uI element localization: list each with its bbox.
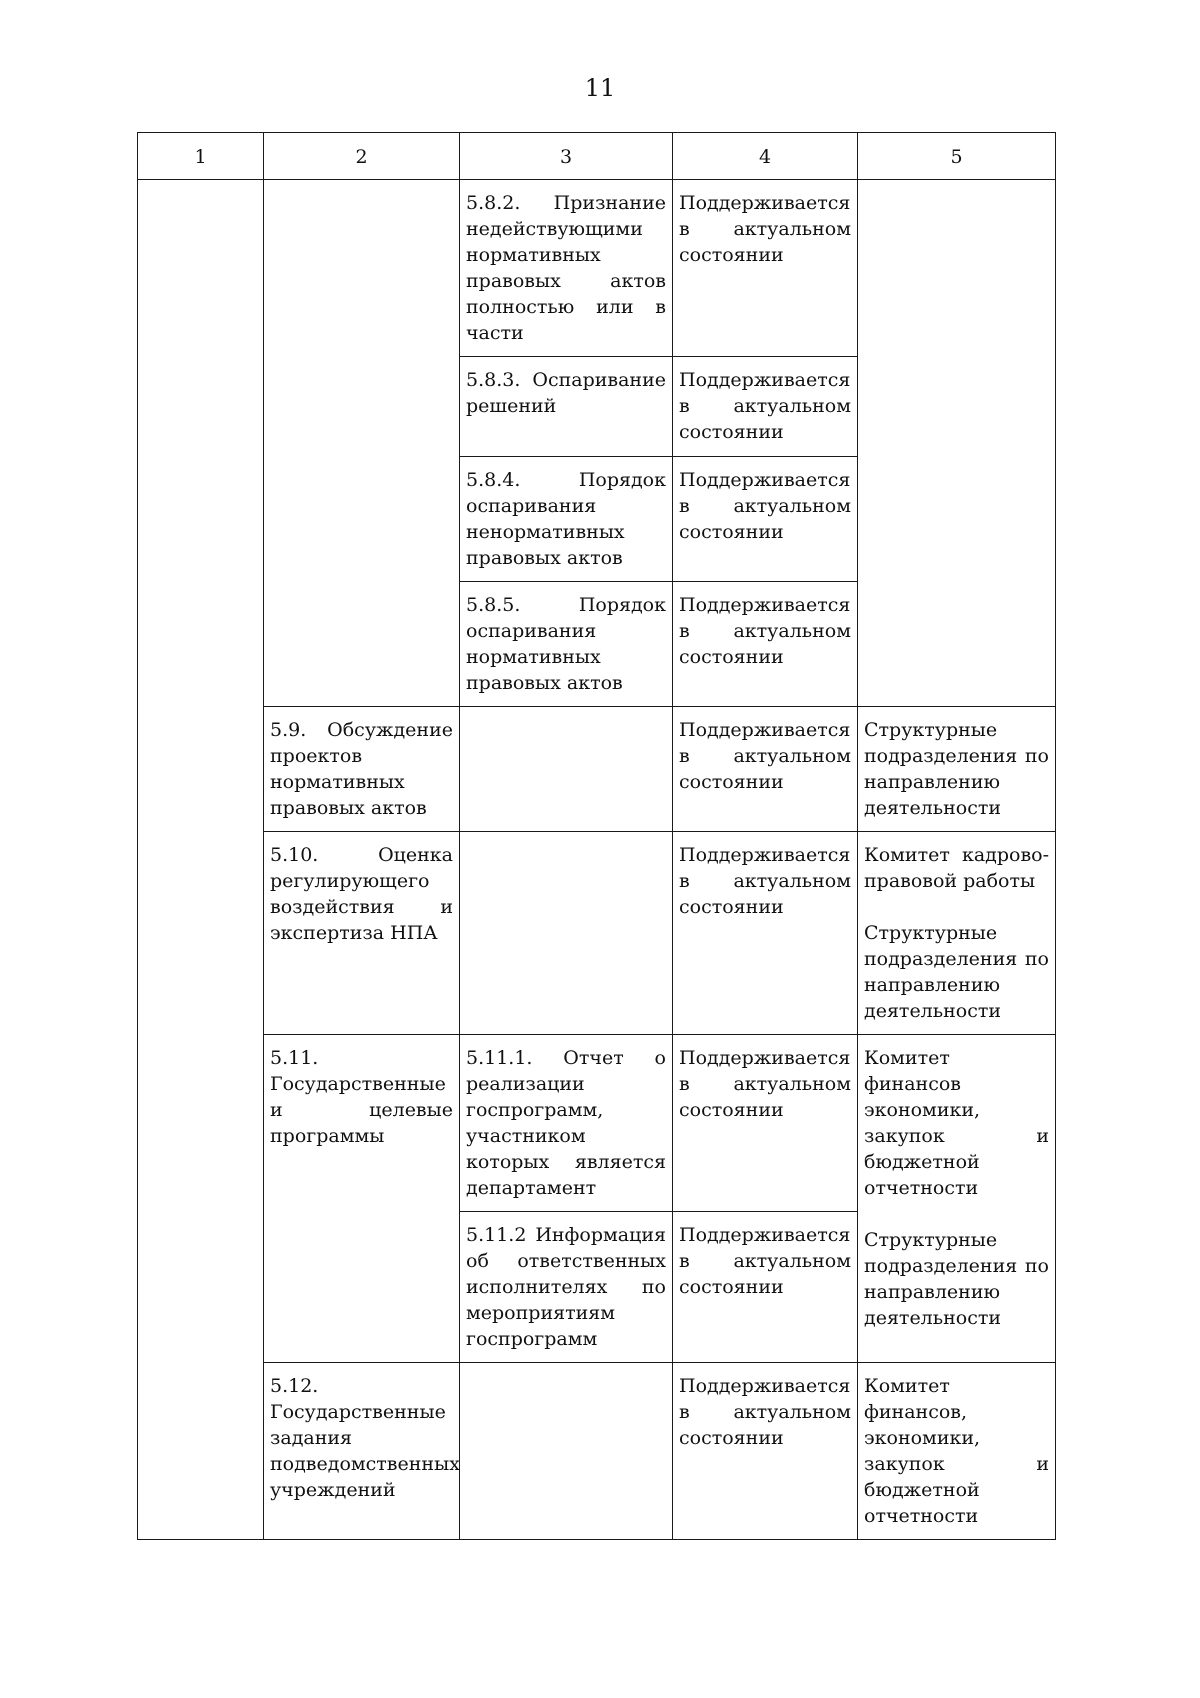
cell-status: Поддерживается в актуальном состоянии <box>673 832 858 1035</box>
cell-col3-empty <box>460 1363 673 1540</box>
cell-status: Поддерживается в актуальном состоянии <box>673 1035 858 1212</box>
cell-item-5-11-2: 5.11.2 Информация об ответственных исполнителях по мероприятиям госпрограмм <box>460 1212 673 1363</box>
cell-status: Поддерживается в актуальном состоянии <box>673 582 858 707</box>
header-col-2: 2 <box>264 133 460 180</box>
table-header-row <box>138 133 1056 180</box>
cell-responsible <box>858 1035 1056 1363</box>
cell-status: Поддерживается в актуальном состоянии <box>673 1212 858 1363</box>
cell-status: Поддерживается в актуальном состоянии <box>673 707 858 832</box>
cell-status: Поддерживается в актуальном состоянии <box>673 357 858 457</box>
table-row <box>138 180 1056 357</box>
cell-responsible: Структурные подразделения по направлению деятельности <box>858 707 1056 832</box>
page-number: 11 <box>584 74 616 102</box>
cell-status: Поддерживается в актуальном состоянии <box>673 457 858 582</box>
table-row <box>138 832 1056 1035</box>
cell-item-5-9: 5.9. Обсуждение проектов нормативных правовых актов <box>264 707 460 832</box>
header-col-5: 5 <box>858 133 1056 180</box>
cell-status: Поддерживается в актуальном состоянии <box>673 1363 858 1540</box>
cell-responsible: Комитет финансов, экономики, закупок и бюджетной отчетности <box>858 1363 1056 1540</box>
responsible-unit: Структурные подразделения по направлению деятельности <box>864 922 1049 1022</box>
cell-col3-empty <box>460 832 673 1035</box>
cell-col2-empty <box>264 180 460 707</box>
cell-item-5-8-3: 5.8.3. Оспаривание решений <box>460 357 673 457</box>
responsible-unit: Комитет финансов экономики, закупок и бюджетной отчетности <box>864 1047 1049 1199</box>
table-row <box>138 1035 1056 1212</box>
cell-item-5-10: 5.10. Оценка регулирующего воздействия и экспертиза НПА <box>264 832 460 1035</box>
document-table <box>137 132 1056 1540</box>
cell-item-5-8-2: 5.8.2. Признание недействующими нормативных правовых актов полностью или в части <box>460 180 673 357</box>
table-row <box>138 707 1056 832</box>
cell-item-5-11: 5.11. Государственные и целевые программы <box>264 1035 460 1363</box>
responsible-unit: Структурные подразделения по направлению деятельности <box>864 1229 1049 1329</box>
cell-col3-empty <box>460 707 673 832</box>
header-col-4: 4 <box>673 133 858 180</box>
cell-status: Поддерживается в актуальном состоянии <box>673 180 858 357</box>
header-col-3: 3 <box>460 133 673 180</box>
cell-item-5-12: 5.12. Государственные задания подведомственных учреждений <box>264 1363 460 1540</box>
header-col-1: 1 <box>138 133 264 180</box>
cell-item-5-8-5: 5.8.5. Порядок оспаривания нормативных правовых актов <box>460 582 673 707</box>
cell-col1-empty <box>138 180 264 1540</box>
cell-item-5-11-1: 5.11.1. Отчет о реализации госпрограмм, участником которых является департамент <box>460 1035 673 1212</box>
cell-item-5-8-4: 5.8.4. Порядок оспаривания ненормативных правовых актов <box>460 457 673 582</box>
cell-responsible <box>858 832 1056 1035</box>
responsible-unit: Комитет кадрово-правовой работы <box>864 844 1049 892</box>
table-row <box>138 1363 1056 1540</box>
cell-col5-empty <box>858 180 1056 707</box>
